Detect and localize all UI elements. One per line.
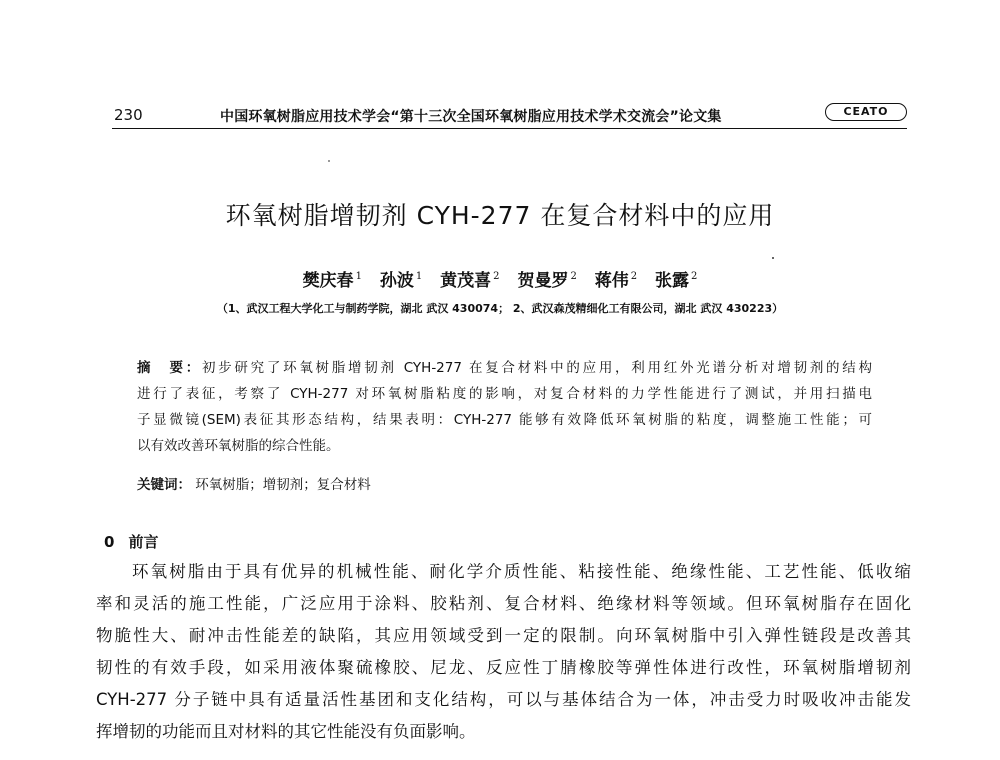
- abstract-line: 以有效改善环氧树脂的综合性能。: [137, 438, 340, 454]
- author: 蒋伟 $^2$: [594, 271, 638, 291]
- section-title: 前言: [128, 533, 159, 551]
- author: 张露 $^2$: [655, 271, 698, 291]
- keywords-text: 环氧树脂；增韧剂；复合材料: [195, 477, 371, 493]
- author: 黄茂喜 $^2$: [440, 271, 500, 291]
- body-line: 挥增韧的功能而且对材料的其它性能没有负面影响。: [96, 722, 476, 741]
- body-line: 环氧树脂由于具有优异的机械性能、耐化学介质性能、粘接性能、绝缘性能、工艺性能、低收缩: [132, 562, 911, 581]
- author: 孙波 $^1$: [379, 271, 423, 291]
- author: 贺曼罗 $^2$: [517, 271, 577, 291]
- keywords: [137, 473, 872, 493]
- keywords-label: 关键词：: [137, 477, 191, 493]
- paper-title: 环氧树脂增韧剂 CYH-277 在复合材料中的应用: [225, 201, 775, 230]
- section-body: [96, 556, 911, 748]
- section-number: 0: [104, 533, 115, 551]
- abstract: [137, 355, 872, 459]
- author: 樊庆春 $^1$: [302, 271, 362, 291]
- scan-speck: [772, 257, 774, 259]
- abstract-line: 子显微镜(SEM)表征其形态结构，结果表明：CYH-277 能够有效降低环氧树脂的粘度，调整施工性能；可: [137, 412, 872, 428]
- body-line: CYH-277 分子链中具有适量活性基团和支化结构，可以与基体结合为一体，冲击受力时吸收冲击能发: [96, 690, 911, 709]
- ceato-logo: CEATO: [825, 103, 907, 121]
- page-number: 230: [114, 106, 143, 124]
- abstract-line: 摘 要：初步研究了环氧树脂增韧剂 CYH-277 在复合材料中的应用，利用红外光谱分析对增韧剂的结构: [137, 360, 873, 376]
- section-heading: [104, 531, 158, 552]
- scan-speck: [328, 160, 330, 162]
- abstract-label: 摘 要：: [137, 360, 202, 376]
- body-line: 物脆性大、耐冲击性能差的缺陷，其应用领域受到一定的限制。向环氧树脂中引入弹性链段是改善其: [96, 626, 911, 645]
- abstract-line: 进行了表征，考察了 CYH-277 对环氧树脂粘度的影响，对复合材料的力学性能进行了测试，并用扫描电: [137, 386, 872, 402]
- author-list: [0, 266, 1000, 291]
- running-header: [112, 104, 907, 129]
- body-line: 韧性的有效手段，如采用液体聚硫橡胶、尼龙、反应性丁腈橡胶等弹性体进行改性，环氧树脂增韧剂: [96, 658, 911, 677]
- affiliations: （1、武汉工程大学化工与制药学院，湖北 武汉 430074； 2、武汉森茂精细化工有限公司，湖北 武汉 430223）: [216, 302, 784, 315]
- body-line: 率和灵活的施工性能，广泛应用于涂料、胶粘剂、复合材料、绝缘材料等领域。但环氧树脂存在固化: [96, 594, 911, 613]
- proceedings-title: 中国环氧树脂应用技术学会“第十三次全国环氧树脂应用技术学术交流会”论文集: [220, 109, 722, 125]
